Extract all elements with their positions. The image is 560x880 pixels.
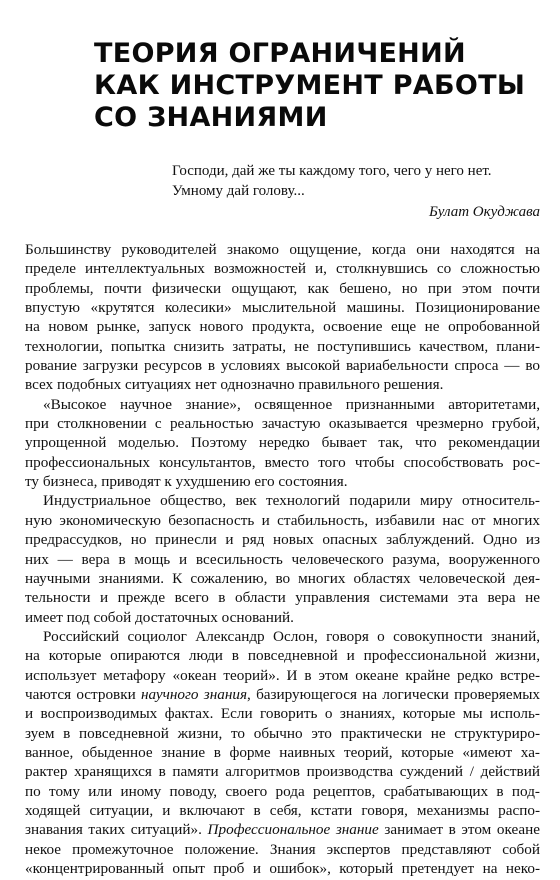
body-line: и воспроизводимых фактах. Если говорить о знаниях, которые мы исполь-: [25, 705, 540, 723]
body-line: имеет под собой достаточных оснований.: [25, 608, 294, 626]
body-line: ную экономическую безопасность и стабильность, избавили нас от многих: [25, 511, 540, 529]
epigraph-line: Умному дай голову...: [172, 183, 305, 199]
body-line: впустую «крутятся колесики» мыслительной машины. Позиционирование: [25, 299, 540, 317]
body-line: «Высокое научное знание», освященное признанными авторитетами,: [43, 395, 540, 413]
body-line: научными знаниями. К сожалению, во многих областях человеческой дея-: [25, 569, 540, 587]
body-line: Индустриальное общество, век технологий подарили миру относитель-: [43, 492, 540, 510]
chapter-title-line: СО ЗНАНИЯМИ: [94, 102, 328, 133]
body-line: ходящей ситуации, и включают в себя, кстати говоря, механизмы распо-: [25, 801, 540, 819]
body-line: некое промежуточное положение. Знания экспертов представляют собой: [25, 840, 540, 858]
body-line: при столкновении с реальностью зачастую оказывается чрезмерно грубой,: [25, 415, 540, 433]
body-line: тельности и прежде всего в области управления системами эта вера не: [25, 589, 540, 607]
epigraph: [172, 161, 540, 222]
body-line: пределе интеллектуальных возможностей и, столкнувшись со сложностью: [25, 260, 540, 278]
body-line: знавания таких ситуаций». Профессиональное знание занимает в этом океане: [25, 821, 541, 839]
italic-term: Профессиональное знание: [207, 821, 379, 839]
body-line: на которые опираются люди в повседневной и профессиональной жизни,: [25, 647, 540, 665]
body-line: на новом рынке, запуск нового продукта, освоение еще не опробованной: [25, 318, 540, 336]
body-text: [25, 240, 540, 878]
epigraph-line: Господи, дай же ты каждому того, чего у него нет.: [172, 163, 492, 179]
chapter-title: [94, 38, 534, 134]
body-line: проблемы, почти физически ощущают, как бешено, но при этом почти: [25, 279, 540, 297]
body-line: рование загрузки ресурсов в условиях высокой вариабельности спроса — во: [25, 357, 540, 375]
body-line: Российский социолог Александр Ослон, говоря о совокупности знаний,: [43, 627, 540, 645]
body-line: рактер хранящихся в памяти алгоритмов производства суждений / действий: [25, 763, 540, 781]
body-line: использует метафору «океан теорий». И в этом океане крайне редко встре-: [25, 666, 540, 684]
chapter-title-line: ТЕОРИЯ ОГРАНИЧЕНИЙ: [94, 38, 466, 69]
body-line: «концентрированный опыт проб и ошибок», который претендует на неко-: [25, 860, 540, 877]
body-line: чаются островки научного знания, базирующегося на логически проверяемых: [25, 685, 540, 703]
chapter-title-line: КАК ИНСТРУМЕНТ РАБОТЫ: [94, 70, 526, 101]
body-line: зуем в повседневной жизни, то обычно это практически не структуриро-: [25, 724, 540, 742]
body-line: Большинству руководителей знакомо ощущение, когда они находятся на: [25, 241, 540, 258]
body-line: ту бизнеса, приводят к ухудшению его состояния.: [25, 473, 348, 491]
body-line: профессиональных консультантов, вместо того чтобы способствовать рос-: [25, 453, 540, 471]
body-line: упрощенной моделью. Поэтому нередко бывает так, что рекомендации: [25, 434, 540, 452]
italic-term: научного знания: [140, 685, 248, 703]
epigraph-author: Булат Окуджава: [429, 204, 540, 220]
body-line: по тому или иному поводу, своего рода рецептов, срабатывающих в под-: [25, 782, 540, 800]
body-line: всех подобных ситуациях нет однозначно правильного решения.: [25, 376, 444, 394]
body-line: предрассудков, но принесли и ряд новых опасных заблуждений. Одно из: [25, 531, 540, 549]
body-line: технологии, попытка снизить затраты, не поступившись качеством, плани-: [25, 337, 540, 355]
body-line: ванное, обыденное знание в форме наивных теорий, которые «имеют ха-: [25, 743, 540, 761]
body-line: них — вера в мощь и всесильность человеческого разума, вооруженного: [25, 550, 540, 568]
